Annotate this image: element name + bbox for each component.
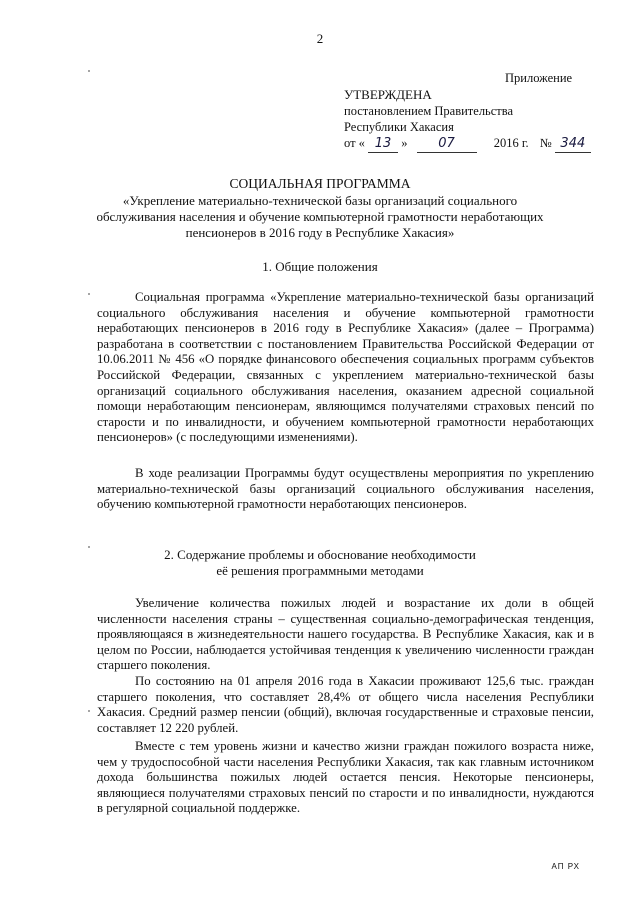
approved-by-line1: постановлением Правительства [344, 104, 514, 118]
section2-heading-line2: её решения программными методами [216, 563, 424, 578]
approved-label: УТВЕРЖДЕНА [344, 87, 432, 102]
approval-day: 13 [368, 136, 398, 153]
approval-number: 344 [555, 136, 591, 153]
scan-speck [88, 710, 90, 712]
date-sep: » [401, 136, 408, 150]
section1-paragraph1 [97, 290, 594, 446]
page-number: 2 [316, 31, 324, 46]
approved-by-line2: Республики Хакасия [344, 120, 454, 134]
section2-paragraph2 [97, 674, 594, 736]
program-subtitle-line2: обслуживания населения и обучение компьютерной грамотности неработающих [96, 209, 544, 224]
section2-paragraph3 [97, 739, 594, 817]
program-subtitle-line1: «Укрепление материально-технической базы организаций социального [122, 193, 518, 208]
approval-year: 2016 г. [493, 136, 529, 150]
section2-paragraph3-text: Вместе с тем уровень жизни и качество жизни граждан пожилого возраста ниже, чем у трудоспособной части населения Республики Хакасия, так как главным источником дохода большинства пожилых людей остается пенсия. Некоторые пенсионеры, являющиеся получателями страховых пенсий по старости и по инвалидности, нуждаются в регулярной социальной поддержке. [97, 739, 594, 816]
scan-speck [88, 70, 90, 72]
section2-heading-line1: 2. Содержание проблемы и обоснование необходимости [164, 547, 476, 562]
section2-paragraph1-text: Увеличение количества пожилых людей и возрастание их доли в общей численности населения страны – существенная социально-демографическая тенденция, проявляющаяся в жизнедеятельности нашего государства. В Республике Хакасия, как и в целом по России, наблюдается устойчивая тенденция к увеличению численности граждан старшего поколения. [97, 596, 594, 673]
scan-speck [88, 293, 90, 295]
section2-paragraph2-text: По состоянию на 01 апреля 2016 года в Хакасии проживают 125,6 тыс. граждан старшего поколения, что составляет 28,4% от общего числа населения Республики Хакасия. Средний размер пенсии (общий), включая государственные и страховые пенсии, составляет 12 220 рублей. [97, 674, 594, 735]
appendix-label: Приложение [505, 71, 573, 85]
scan-speck [88, 546, 90, 548]
number-prefix: № [539, 136, 552, 150]
section1-paragraph1-text: Социальная программа «Укрепление материально-технической базы организаций социального обслуживания населения и обучение компьютерной грамотности неработающих пенсионеров в 2016 году в Республике Хакасия» (далее – Программа) разработана в соответствии с постановлением Правительства Российской Федерации от 10.06.2011 № 456 «О порядке финансового обеспечения социальных программ субъектов Российской Федерации, связанных с укреплением материально-технической базы организаций социального обслуживания населения, оказанием адресной социальной помощи неработающим пенсионерам, являющимся получателями страховых пенсий по старости и по инвалидности, и обучением компьютерной грамотности неработающих пенсионеров» (с последующими изменениями). [97, 290, 594, 445]
approval-date-line [344, 135, 591, 153]
section1-heading: 1. Общие положения [262, 259, 378, 274]
approval-month: 07 [417, 136, 477, 153]
program-title: СОЦИАЛЬНАЯ ПРОГРАММА [229, 176, 411, 191]
section2-paragraph1 [97, 596, 594, 674]
footer-mark: АП РХ [551, 862, 580, 871]
section1-paragraph2-text: В ходе реализации Программы будут осуществлены мероприятия по укреплению материально-технической базы организаций социального обслуживания населения, обучению компьютерной грамотности неработающих пенсионеров. [97, 466, 594, 512]
program-subtitle-line3: пенсионеров в 2016 году в Республике Хакасия» [185, 225, 455, 240]
section1-paragraph2 [97, 466, 594, 513]
date-prefix: от « [344, 136, 365, 150]
